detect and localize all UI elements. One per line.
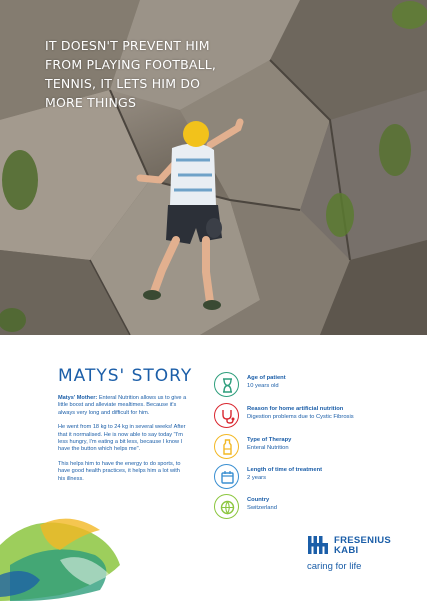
story-title: MATYS' STORY [58, 366, 193, 386]
info-label: Type of Therapy [247, 437, 292, 443]
hourglass-icon [214, 372, 239, 397]
info-value: Enteral Nutrition [247, 445, 289, 451]
info-value: Switzerland [247, 505, 277, 511]
story-paragraph: Matys' Mother: Enteral Nutrition allows us to give a little boost and alleviate mealtimes. Because it's always very long and difficult for him. [58, 395, 187, 416]
info-age [214, 372, 404, 398]
quote-line: MORE THINGS [45, 95, 137, 110]
info-length [214, 464, 404, 490]
mother-label: Matys' Mother: [58, 395, 98, 401]
stethoscope-icon [214, 403, 239, 428]
story-paragraph: He went from 18 kg to 24 kg in several weeks! After that it normalised. He is now able to say today "I'm less hungry, I'm eating a bit less, because I know I have the button which helps me". [58, 424, 186, 453]
info-country [214, 494, 404, 520]
quote-line: IT DOESN'T PREVENT HIM [45, 38, 210, 53]
info-label: Length of time of treatment [247, 467, 323, 473]
bottle-icon [214, 434, 239, 459]
info-label: Reason for home artificial nutrition [247, 406, 344, 412]
info-value: 10 years old [247, 383, 279, 389]
info-value: 2 years [247, 475, 267, 481]
quote-line: FROM PLAYING FOOTBALL, [45, 57, 217, 72]
info-reason [214, 403, 404, 429]
quote-line: TENNIS, IT LETS HIM DO [45, 76, 201, 91]
info-therapy [214, 434, 404, 460]
fresenius-kabi-logo [307, 531, 407, 571]
brand-tagline: caring for life [307, 561, 362, 572]
calendar-icon [214, 464, 239, 489]
info-value: Digestion problems due to Cystic Fibrosis [247, 414, 354, 420]
story-paragraph: This helps him to have the energy to do sports, to have good health practices, it helps him a lot with his illness. [58, 460, 181, 482]
brand-name: FRESENIUS KABI [334, 535, 392, 556]
story-body [58, 395, 188, 490]
paint-splash-decoration [0, 505, 150, 601]
info-label: Age of patient [247, 375, 286, 381]
fresenius-kabi-mark-icon [307, 534, 329, 556]
hero-quote [45, 36, 245, 112]
info-label: Country [247, 497, 270, 503]
globe-icon [214, 494, 239, 519]
